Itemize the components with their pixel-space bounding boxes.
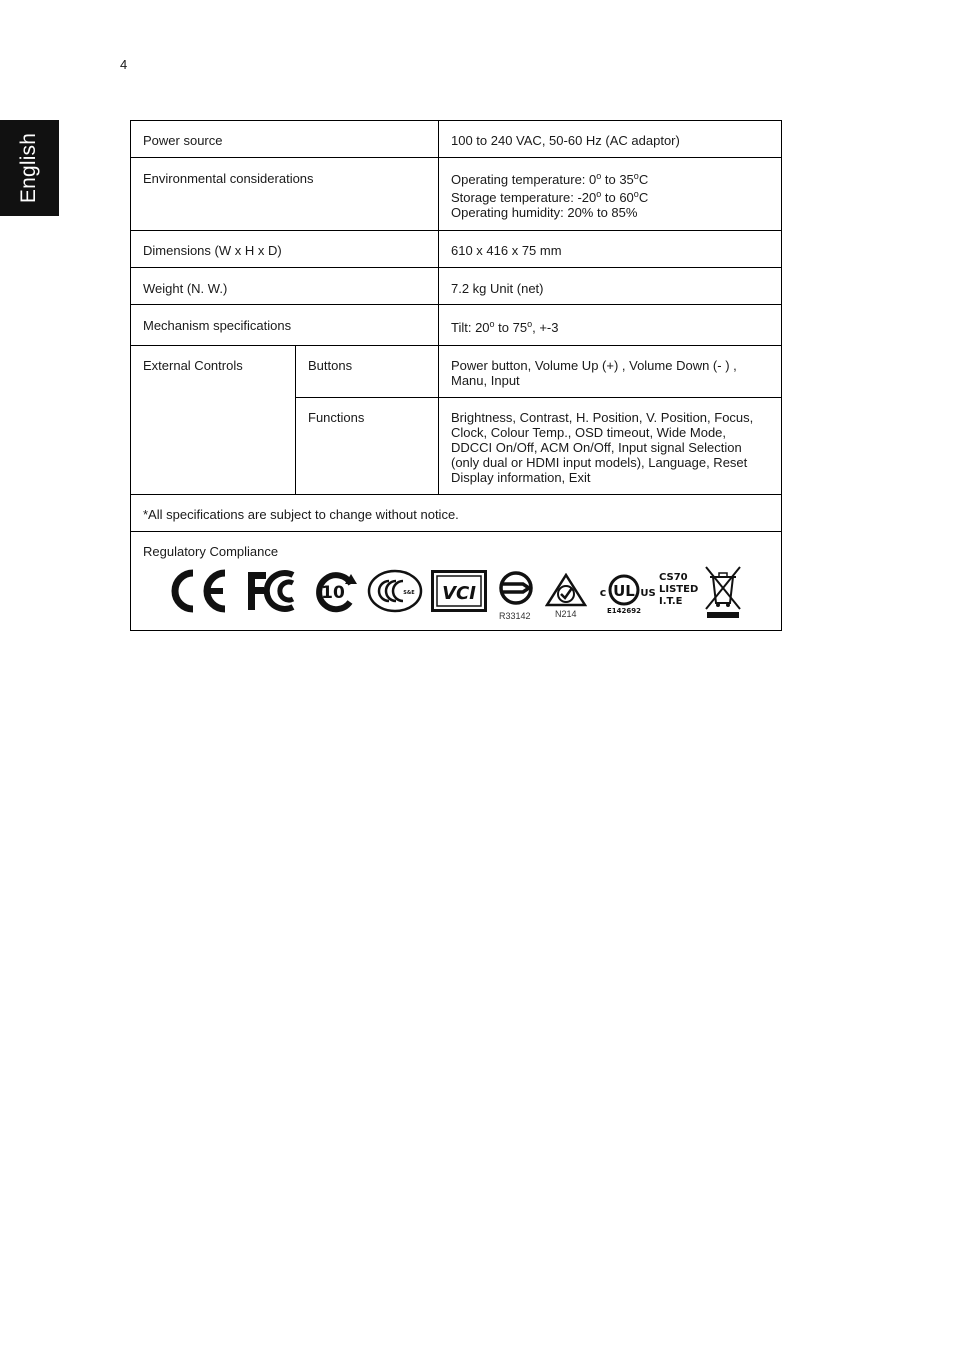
ul-line-2: LISTED [659,584,699,595]
buttons-label: Buttons [296,346,439,398]
ce-mark-icon [171,569,229,613]
functions-value: Brightness, Contrast, H. Position, V. Position, Focus, Clock, Colour Temp., OSD timeout, Wide Mode, DDCCI On/Off, ACM On/Off, Input signal Selection (only dual or HDMI input models), Language, Reset Display information, Exit [439,398,782,495]
ccc-mark-icon [367,569,423,613]
vcci-text: VCI [442,583,476,604]
c-tick-code: R33142 [499,611,531,621]
rcm-mark-icon [545,573,587,607]
functions-label: Functions [296,398,439,495]
certification-logos [143,563,769,623]
table-row [131,495,782,532]
environmental-value [439,158,782,231]
mechanism-value: Tilt: 20$^o$ to $75^o$, +-3 [439,305,782,346]
operating-humidity: Operating humidity: 20% to 85% [451,205,638,220]
dimensions-value: 610 x 416 x 75 mm [439,231,782,268]
page-number: 4 [120,57,128,72]
mechanism-label: Mechanism specifications [131,305,439,346]
storage-temperature: Storage temperature: -20$^o$ to 60$^o$C [451,189,649,205]
language-side-tab [0,120,59,216]
weight-value: 7.2 kg Unit (net) [439,268,782,305]
regulatory-compliance-label: Regulatory Compliance [143,544,279,559]
vcci-mark-icon [431,570,487,612]
power-source-value: 100 to 240 VAC, 50-60 Hz (AC adaptor) [439,121,782,158]
specification-note: *All specifications are subject to change without notice. [131,495,782,532]
ul-us-text: US [640,588,656,599]
operating-temperature: Operating temperature: 0$^o$ to 35$^o$C [451,171,649,187]
environmental-label: Environmental considerations [131,158,439,231]
ul-text: UL [613,582,635,600]
rohs-10-mark-icon [313,569,359,613]
table-row [131,121,782,158]
ul-line-3: I.T.E [659,596,683,607]
ccc-text: S&E [403,590,415,596]
fcc-mark-icon [245,569,303,613]
rcm-code: N214 [555,609,577,619]
ul-line-1: CS70 [659,572,688,583]
rohs-number: 10 [321,583,345,603]
ul-c-text: c [599,586,607,599]
table-row [131,346,782,398]
table-row [131,305,782,346]
weee-bin-icon [703,565,743,619]
ul-listed-mark-icon [597,567,707,615]
buttons-value: Power button, Volume Up (+) , Volume Down (- ) , Manu, Input [439,346,782,398]
table-row [131,268,782,305]
power-source-label: Power source [131,121,439,158]
table-row [131,231,782,268]
external-controls-label: External Controls [131,346,296,495]
specifications-table [130,120,782,631]
weight-label: Weight (N. W.) [131,268,439,305]
dimensions-label: Dimensions (W x H x D) [131,231,439,268]
table-row [131,158,782,231]
regulatory-compliance [131,532,782,631]
ul-file-number: E142692 [606,607,642,615]
table-row [131,532,782,631]
c-tick-mark-icon [497,570,535,606]
language-side-tab-label: English [17,132,40,204]
